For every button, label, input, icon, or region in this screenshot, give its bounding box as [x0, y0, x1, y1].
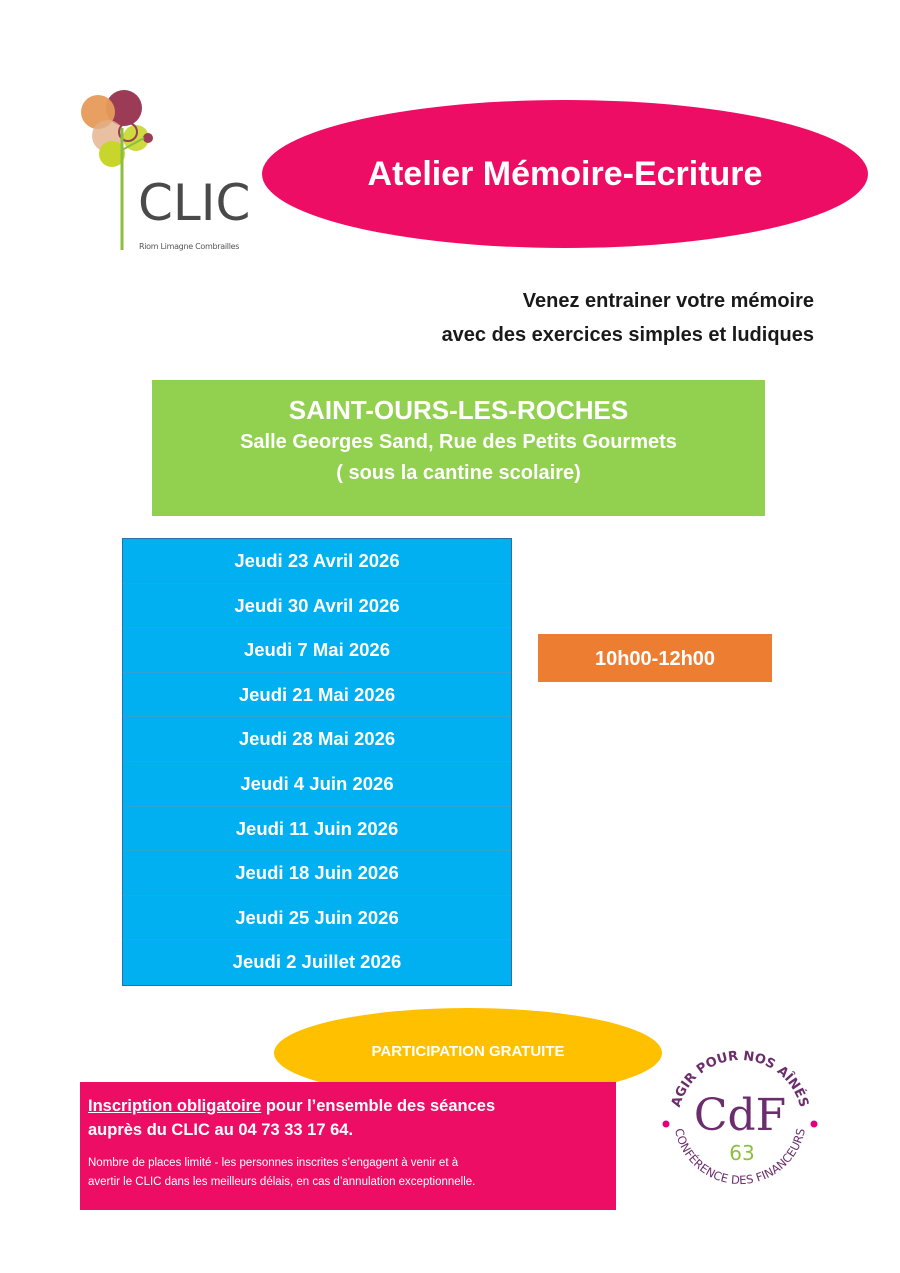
dates-list	[122, 538, 512, 986]
date-item: Jeudi 2 Juillet 2026	[232, 951, 402, 973]
location-hall: Salle Georges Sand, Rue des Petits Gourmets	[240, 431, 677, 453]
time-badge: 10h00-12h00	[538, 634, 772, 682]
dot-icon	[663, 1121, 670, 1128]
date-item: Jeudi 21 Mai 2026	[123, 673, 511, 718]
date-item: Jeudi 28 Mai 2026	[123, 717, 511, 762]
registration-note-line-2: avertir le CLIC dans les meilleurs délais, en cas d’annulation exceptionnelle.	[88, 1176, 476, 1188]
registration-phone-line: auprès du CLIC au 04 73 33 17 64.	[88, 1121, 354, 1139]
date-item: Jeudi 18 Juin 2026	[123, 851, 511, 896]
clic-logo-word: CLIC	[138, 174, 251, 232]
date-item: Jeudi 7 Mai 2026	[123, 628, 511, 673]
cdf-number: 63	[729, 1141, 755, 1165]
cdf-top-arc: AGIR POUR NOS AÎNÉS	[668, 1048, 812, 1109]
registration-main	[88, 1094, 608, 1142]
date-item: Jeudi 30 Avril 2026	[123, 584, 511, 629]
dot-icon	[811, 1121, 818, 1128]
clic-logo-subtitle: Riom Limagne Combrailles	[139, 242, 240, 251]
registration-note-line-1: Nombre de places limité - les personnes inscrites s’engagent à venir et à	[88, 1157, 459, 1169]
location-box	[152, 380, 765, 516]
location-note: ( sous la cantine scolaire)	[336, 462, 581, 484]
page-title: Atelier Mémoire-Ecriture	[367, 154, 763, 193]
intro-line-2: avec des exercices simples et ludiques	[441, 324, 814, 346]
intro-line-1: Venez entrainer votre mémoire	[522, 290, 814, 312]
date-item: Jeudi 4 Juin 2026	[123, 762, 511, 807]
registration-box	[80, 1082, 616, 1210]
clic-logo	[78, 80, 278, 260]
date-item: Jeudi 11 Juin 2026	[123, 807, 511, 852]
intro-text	[442, 284, 814, 352]
date-item: Jeudi 23 Avril 2026	[123, 539, 511, 584]
cdf-mark: CdF	[693, 1090, 787, 1141]
cdf-bottom-arc: CONFÉRENCE DES FINANCEURS	[671, 1126, 809, 1188]
location-city: SAINT-OURS-LES-ROCHES	[288, 395, 629, 425]
registration-rest: pour l’ensemble des séances	[261, 1097, 496, 1115]
cdf-logo	[652, 1026, 828, 1202]
participation-text: PARTICIPATION GRATUITE	[371, 1043, 565, 1060]
registration-note	[88, 1154, 608, 1192]
date-item: Jeudi 25 Juin 2026	[123, 896, 511, 941]
registration-underlined: Inscription obligatoire	[88, 1097, 262, 1115]
